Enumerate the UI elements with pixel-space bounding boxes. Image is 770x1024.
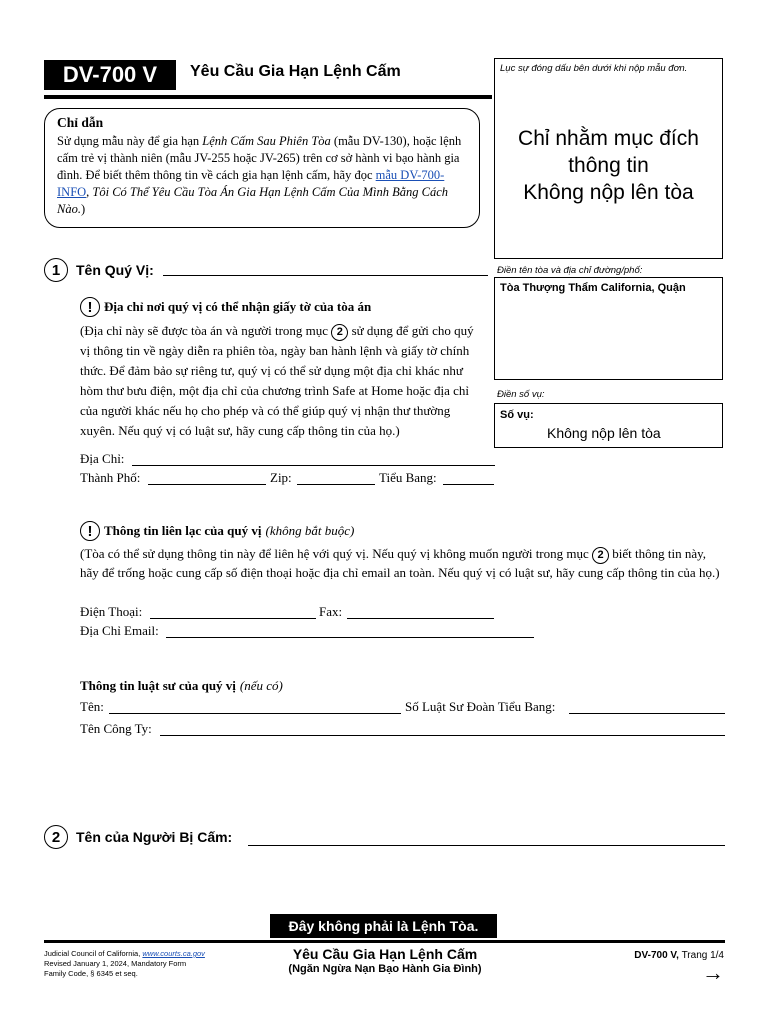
contact-optional: (không bắt buộc) — [265, 523, 355, 538]
lawyer-optional: (nếu có) — [239, 678, 283, 693]
contact-heading-row — [80, 521, 354, 541]
section-1-number: 1 — [44, 258, 68, 282]
revised-date: Revised January 1, 2024, Mandatory Form — [44, 959, 187, 968]
watermark-text — [495, 125, 722, 206]
clerk-stamp-box — [494, 58, 723, 259]
next-page-arrow-icon[interactable]: → — [702, 960, 724, 985]
city-field[interactable] — [148, 484, 266, 485]
phone-label: Điện Thoại: — [80, 604, 143, 619]
city-label: Thành Phố: — [80, 470, 141, 485]
watermark-line-2: thông tin — [568, 154, 649, 177]
address-text-2: sử dụng để gửi cho quý vị thông tin về ngày diễn ra phiên tòa, ngày ban hành lệnh và giấy tờ chính thức. Để đảm bảo sự riêng tư, quý vị có thể sử dụng một địa chỉ khác như hòm thư bưu điện, một địa chỉ của chương trình Safe at Home hoặc địa chỉ của người khác nếu họ cho phép và có thể giúp quý vị nhận thư thường xuyên. Nếu quý vị có luật sư, hãy cung cấp thông tin của họ.) — [80, 323, 474, 438]
watermark-line-3: Không nộp lên tòa — [523, 181, 694, 204]
contact-instructions — [80, 545, 725, 581]
zip-field[interactable] — [297, 484, 375, 485]
watermark-line-1: Chỉ nhằm mục đích — [518, 127, 699, 150]
footer-title: Yêu Cầu Gia Hạn Lệnh Cấm — [292, 946, 478, 962]
instructions-part-5: Tôi Có Thể Yêu Cầu Tòa Án Gia Hạn Lệnh Cấm Của Mình Bằng Cách Nào. — [57, 185, 448, 216]
exclamation-icon: ! — [80, 297, 100, 317]
address-text-1: (Địa chỉ này sẽ được tòa án và người trong mục — [80, 323, 329, 338]
fax-field[interactable] — [347, 618, 494, 619]
contact-heading: Thông tin liên lạc của quý vị — [104, 523, 262, 538]
address-heading: Địa chỉ nơi quý vị có thể nhận giấy tờ của tòa án — [104, 299, 372, 314]
court-name: Tòa Thượng Thẩm California, Quận — [500, 282, 686, 294]
contact-text-2: biết thông tin này, hãy để trống hoặc cung cấp số điện thoại hoặc địa chỉ email an toàn. Nếu quý vị có luật sư, hãy cung cấp thông tin của họ.) — [80, 546, 720, 580]
address-instructions — [80, 321, 485, 441]
firm-name-field[interactable] — [160, 735, 725, 736]
instructions-part-1: Sử dụng mẫu này để gia hạn — [57, 134, 203, 148]
bar-number-field[interactable] — [569, 713, 725, 714]
footer-left — [44, 949, 205, 979]
fax-label: Fax: — [319, 604, 343, 619]
case-fill-label: Điền số vụ: — [497, 389, 545, 400]
section-2-number: 2 — [44, 825, 68, 849]
section-1-header — [44, 258, 154, 282]
instructions-part-2: Lệnh Cấm Sau Phiên Tòa — [202, 134, 331, 148]
footer-subtitle: (Ngăn Ngừa Nạn Bạo Hành Gia Đình) — [288, 963, 482, 975]
instructions-box — [44, 108, 480, 228]
courts-link[interactable]: www.courts.ca.gov — [142, 949, 205, 958]
instructions-part-6: ) — [80, 202, 86, 216]
not-court-order-text: Đây không phải là Lệnh Tòa. — [288, 918, 479, 934]
section-2-ref-icon: 2 — [592, 547, 609, 564]
form-id: DV-700 V — [62, 62, 158, 87]
your-name-field[interactable] — [163, 275, 488, 276]
email-field[interactable] — [166, 637, 534, 638]
section-2-header — [44, 825, 232, 849]
form-title: Yêu Cầu Gia Hạn Lệnh Cấm — [190, 63, 401, 80]
address-label: Địa Chỉ: — [80, 451, 125, 466]
bar-number-label: Số Luật Sư Đoàn Tiểu Bang: — [405, 699, 556, 714]
header-rule — [44, 95, 492, 99]
exclamation-icon: ! — [80, 521, 100, 541]
restrained-person-label: Tên của Người Bị Cấm: — [76, 829, 233, 845]
court-fill-label: Điền tên tòa và địa chỉ đường/phố: — [497, 265, 643, 276]
instructions-text — [57, 133, 467, 218]
footer-title-block — [240, 946, 530, 975]
firm-name-label: Tên Công Ty: — [80, 721, 152, 736]
zip-label: Zip: — [270, 470, 292, 485]
restrained-person-field[interactable] — [248, 845, 725, 846]
council-name: Judicial Council of California, — [44, 949, 143, 958]
lawyer-heading-row — [80, 677, 283, 695]
contact-text-1: (Tòa có thể sử dụng thông tin này để liên hệ với quý vị. Nếu quý vị không muốn người trong mục — [80, 546, 589, 561]
page-number: Trang 1/4 — [678, 950, 724, 961]
family-code: Family Code, § 6345 et seq. — [44, 969, 138, 978]
lawyer-name-label: Tên: — [80, 699, 104, 714]
case-value: Không nộp lên tòa — [547, 425, 661, 441]
address-field[interactable] — [132, 465, 495, 466]
not-court-order-banner — [270, 914, 497, 938]
instructions-part-4: , — [86, 185, 93, 199]
court-box[interactable] — [494, 277, 723, 380]
stamp-note: Lục sự đóng dấu bên dưới khi nộp mẫu đơn. — [500, 63, 688, 74]
case-number-box[interactable] — [494, 403, 723, 448]
footer-form-id: DV-700 V, — [634, 950, 679, 961]
info-form-link[interactable]: mẫu DV-700-INFO — [57, 168, 445, 199]
state-label: Tiểu Bang: — [379, 470, 437, 485]
form-id-box — [44, 60, 176, 90]
footer-rule — [44, 940, 725, 943]
case-label: Số vụ: — [500, 409, 534, 421]
instructions-part-3: (mẫu DV-130), hoặc lệnh cấm trẻ vị thành niên (mẫu JV-255 hoặc JV-265) trên cơ sở hành vi bạo hành gia đình. Để biết thêm thông tin về cách gia hạn lệnh cấm, hãy đọc — [57, 134, 462, 182]
email-label: Địa Chỉ Email: — [80, 623, 159, 638]
instructions-heading: Chỉ dẫn — [57, 115, 104, 130]
phone-field[interactable] — [150, 618, 316, 619]
section-2-ref-icon: 2 — [331, 324, 348, 341]
your-name-label: Tên Quý Vị: — [76, 262, 154, 278]
state-field[interactable] — [443, 484, 494, 485]
address-heading-row — [80, 297, 371, 317]
lawyer-name-field[interactable] — [109, 713, 401, 714]
lawyer-heading: Thông tin luật sư của quý vị — [80, 678, 236, 693]
